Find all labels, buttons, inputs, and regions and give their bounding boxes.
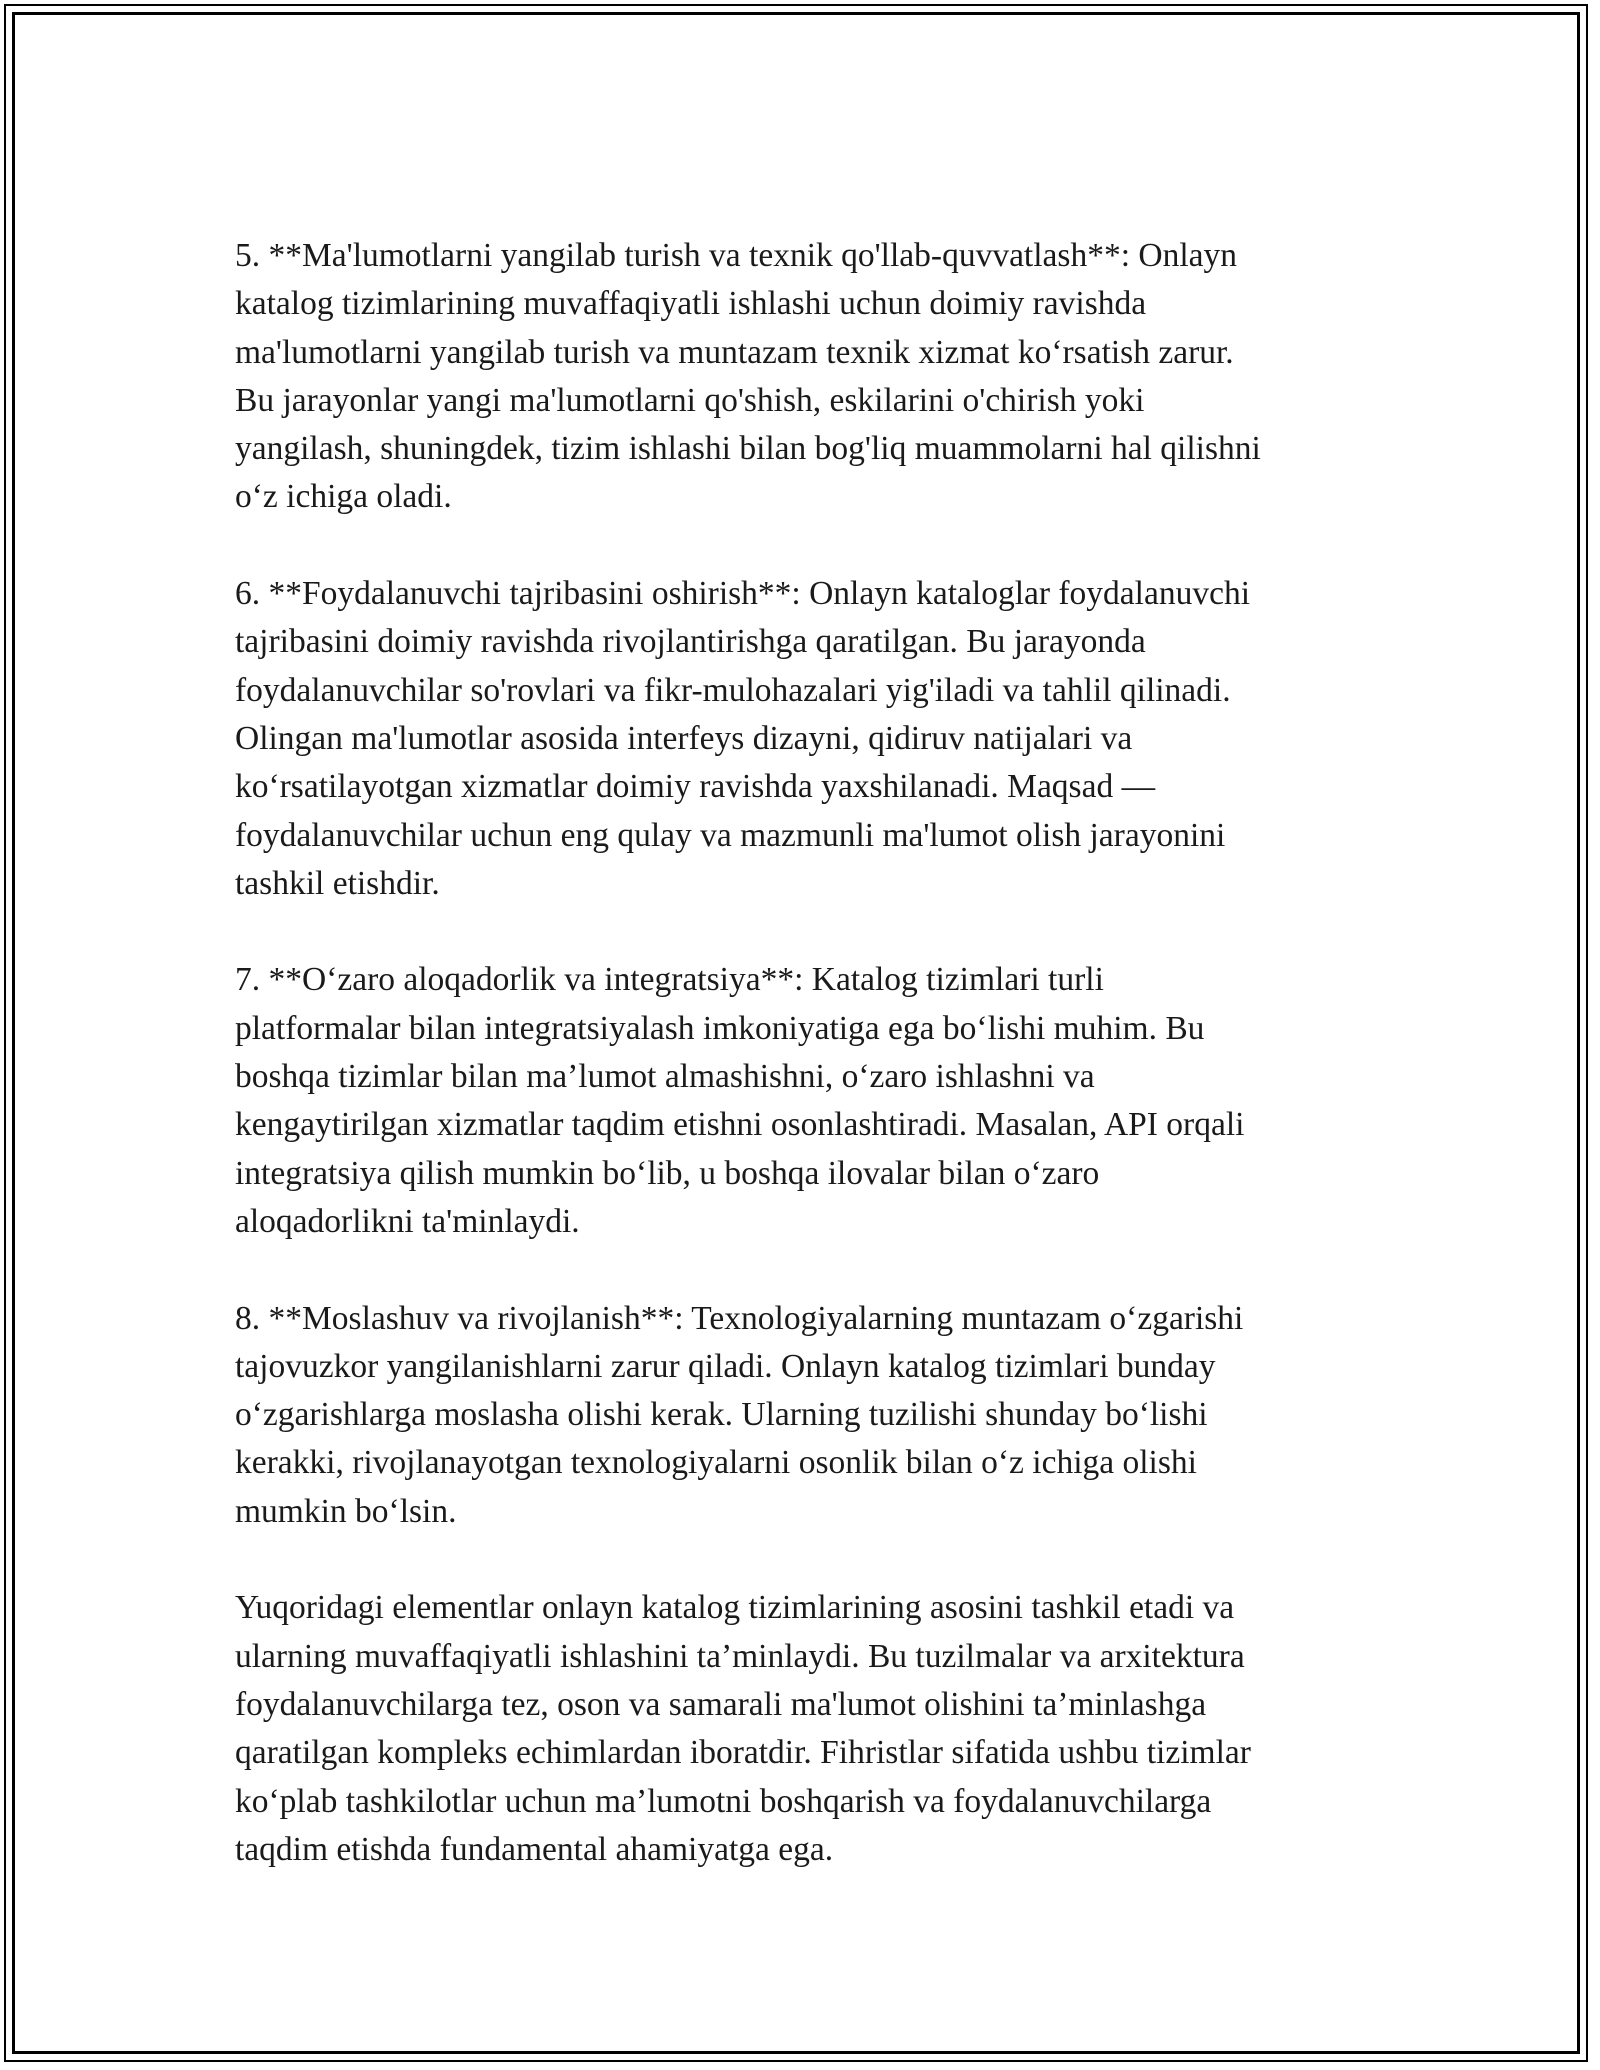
paragraph-conclusion [235, 1584, 1375, 1874]
text-line: taqdim etishda fundamental ahamiyatga ega. [235, 1830, 834, 1868]
text-line: tajribasini doimiy ravishda rivojlantirishga qaratilgan. Bu jarayonda [235, 623, 1146, 661]
text-line: 6. **Foydalanuvchi tajribasini oshirish**: Onlayn kataloglar foydalanuvchi [235, 575, 1251, 613]
text-line: o‘z ichiga oladi. [235, 478, 452, 516]
text-line: Olingan ma'lumotlar asosida interfeys dizayni, qidiruv natijalari va [235, 719, 1133, 757]
text-line: platformalar bilan integratsiyalash imkoniyatiga ega bo‘lishi muhim. Bu [235, 1009, 1205, 1047]
text-line: 7. **O‘zaro aloqadorlik va integratsiya**: Katalog tizimlari turli [235, 961, 1104, 999]
text-line: o‘zgarishlarga moslasha olishi kerak. Ularning tuzilishi shunday bo‘lishi [235, 1396, 1208, 1434]
text-line: kengaytirilgan xizmatlar taqdim etishni osonlashtiradi. Masalan, API orqali [235, 1106, 1245, 1144]
text-line: Bu jarayonlar yangi ma'lumotlarni qo'shish, eskilarini o'chirish yoki [235, 381, 1145, 419]
text-line: yangilash, shuningdek, tizim ishlashi bilan bog'liq muammolarni hal qilishni [235, 430, 1261, 468]
text-line: integratsiya qilish mumkin bo‘lib, u boshqa ilovalar bilan o‘zaro [235, 1154, 1100, 1192]
document-body [235, 232, 1375, 1922]
text-line: 5. **Ma'lumotlarni yangilab turish va texnik qo'llab-quvvatlash**: Onlayn [235, 237, 1238, 274]
text-line: aloqadorlikni ta'minlaydi. [235, 1202, 580, 1240]
paragraph-item-8 [235, 1295, 1375, 1536]
text-line: tajovuzkor yangilanishlarni zarur qiladi. Onlayn katalog tizimlari bunday [235, 1347, 1216, 1385]
text-line: 8. **Moslashuv va rivojlanish**: Texnologiyalarning muntazam o‘zgarishi [235, 1299, 1244, 1337]
text-line: ko‘plab tashkilotlar uchun ma’lumotni boshqarish va foydalanuvchilarga [235, 1782, 1212, 1820]
text-line: ko‘rsatilayotgan xizmatlar doimiy ravishda yaxshilanadi. Maqsad — [235, 768, 1156, 806]
text-line: mumkin bo‘lsin. [235, 1492, 457, 1530]
text-line: foydalanuvchilarga tez, oson va samarali ma'lumot olishini ta’minlashga [235, 1685, 1207, 1723]
text-line: qaratilgan kompleks echimlardan iboratdir. Fihristlar sifatida ushbu tizimlar [235, 1734, 1251, 1772]
text-line: Yuqoridagi elementlar onlayn katalog tizimlarining asosini tashkil etadi va [235, 1589, 1235, 1627]
paragraph-item-7 [235, 956, 1375, 1246]
paragraph-item-5 [235, 232, 1375, 522]
text-line: katalog tizimlarining muvaffaqiyatli ishlashi uchun doimiy ravishda [235, 285, 1147, 323]
text-line: kerakki, rivojlanayotgan texnologiyalarni osonlik bilan o‘z ichiga olishi [235, 1444, 1197, 1482]
text-line: foydalanuvchilar uchun eng qulay va mazmunli ma'lumot olish jarayonini [235, 816, 1226, 854]
text-line: ularning muvaffaqiyatli ishlashini ta’minlaydi. Bu tuzilmalar va arxitektura [235, 1637, 1245, 1675]
paragraph-item-6 [235, 570, 1375, 908]
text-line: foydalanuvchilar so'rovlari va fikr-mulohazalari yig'iladi va tahlil qilinadi. [235, 671, 1231, 709]
text-line: ma'lumotlarni yangilab turish va muntazam texnik xizmat ko‘rsatish zarur. [235, 333, 1234, 371]
text-line: tashkil etishdir. [235, 864, 440, 902]
text-line: boshqa tizimlar bilan ma’lumot almashishni, o‘zaro ishlashni va [235, 1058, 1095, 1096]
